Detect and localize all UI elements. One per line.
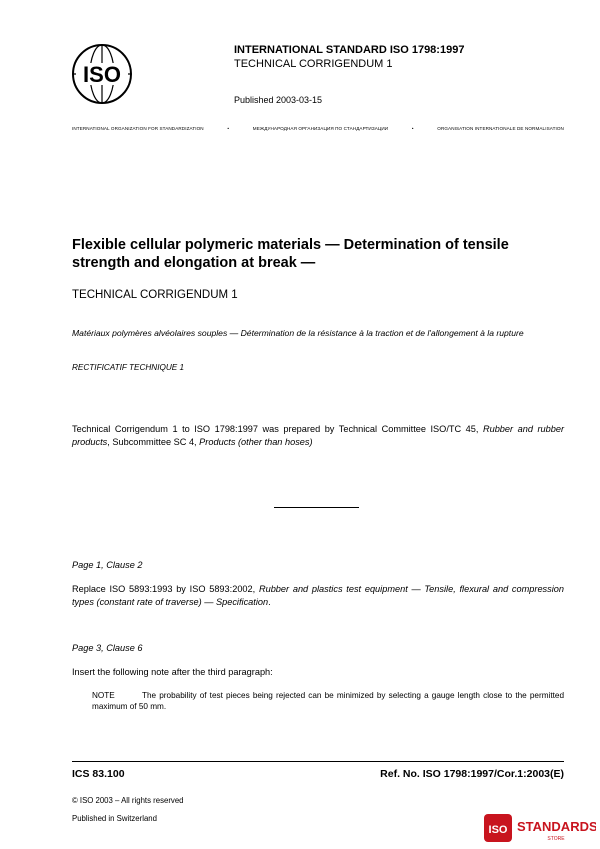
standard-subtitle: TECHNICAL CORRIGENDUM 1 <box>234 58 393 70</box>
french-corrigendum-label: RECTIFICATIF TECHNIQUE 1 <box>72 363 185 372</box>
copyright: © ISO 2003 – All rights reserved <box>72 796 184 805</box>
footer-divider <box>72 761 564 762</box>
note-label: NOTE <box>92 691 115 700</box>
iso-logo <box>70 43 134 105</box>
organization-names <box>72 126 564 131</box>
clause-heading-2: Page 3, Clause 6 <box>72 643 143 653</box>
svg-text:STANDARDS: STANDARDS <box>517 819 596 834</box>
bullet-separator: • <box>227 126 230 131</box>
bullet-separator: • <box>411 126 414 131</box>
published-date: Published 2003-03-15 <box>234 95 323 105</box>
corrigendum-label: TECHNICAL CORRIGENDUM 1 <box>72 289 238 301</box>
standard-title: INTERNATIONAL STANDARD ISO 1798:1997 <box>234 44 465 56</box>
standards-store-logo <box>484 812 596 844</box>
note-text: The probability of test pieces being rejected can be minimized by selecting a gauge length close to the permitted maximum of 50 mm. <box>92 691 564 711</box>
reference-number: Ref. No. ISO 1798:1997/Cor.1:2003(E) <box>380 768 564 780</box>
svg-text:ISO: ISO <box>488 824 508 836</box>
published-in: Published in Switzerland <box>72 814 157 823</box>
org-name-fr: ORGANISATION INTERNATIONALE DE NORMALISATION <box>437 126 564 131</box>
divider <box>274 507 359 508</box>
replace-paragraph: Replace ISO 5893:1993 by ISO 5893:2002, Rubber and plastics test equipment — Tensile, flexural and compression types (constant rate of traverse) — Specification. <box>72 584 565 607</box>
clause-heading-1: Page 1, Clause 2 <box>72 560 143 570</box>
iso-logo-text: ISO <box>83 62 121 87</box>
ics-code: ICS 83.100 <box>72 768 125 780</box>
org-name-en: INTERNATIONAL ORGANIZATION FOR STANDARDIZATION <box>72 126 204 131</box>
french-title: Matériaux polymères alvéolaires souples — Détermination de la résistance à la traction et de l'allongement à la rupture <box>72 328 524 338</box>
org-name-ru: МЕЖДУНАРОДНАЯ ОРГАНИЗАЦИЯ ПО СТАНДАРТИЗАЦИИ <box>252 126 389 131</box>
document-title: Flexible cellular polymeric materials — Determination of tensile strength and elongation at break — <box>72 237 509 271</box>
note <box>92 690 564 712</box>
intro-paragraph: Technical Corrigendum 1 to ISO 1798:1997 was prepared by Technical Committee ISO/TC 45, Rubber and rubber products, Subcommittee SC 4, Products (other than hoses) <box>72 424 565 447</box>
insert-paragraph: Insert the following note after the third paragraph: <box>72 667 273 677</box>
svg-text:STORE: STORE <box>547 836 565 842</box>
